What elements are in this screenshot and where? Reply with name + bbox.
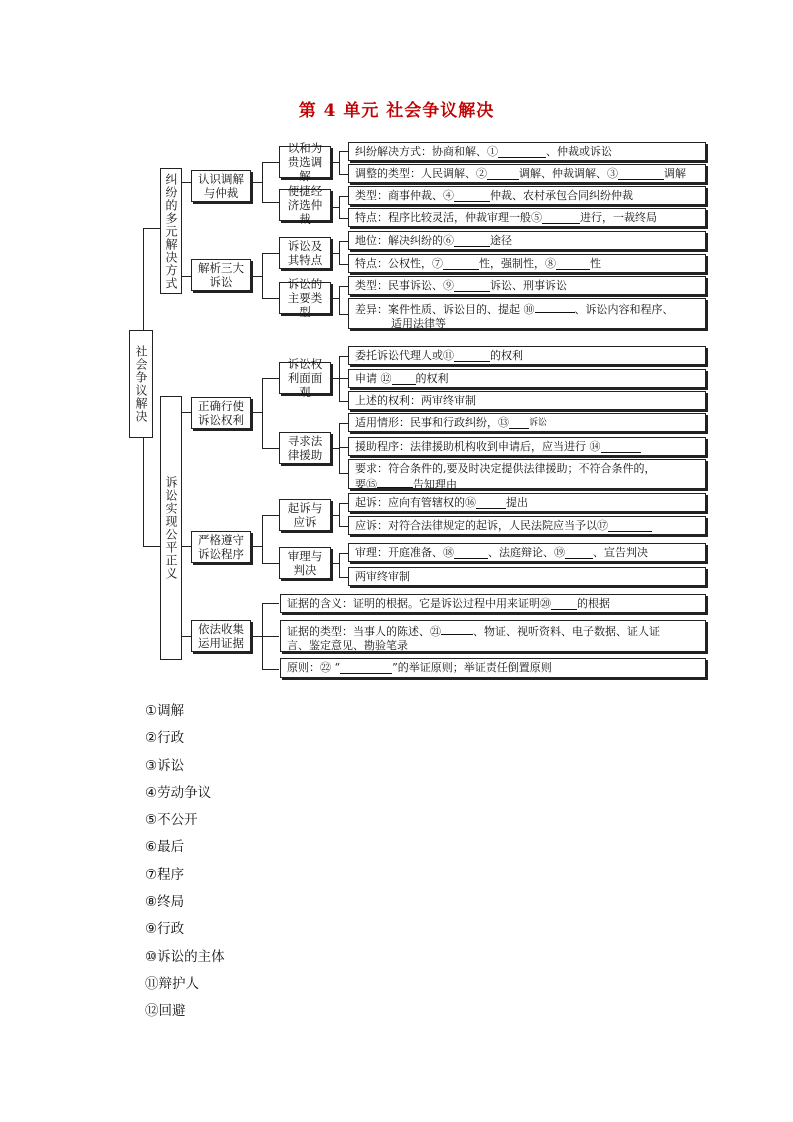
topic-litigation-procedure: 严格遵守诉讼程序 xyxy=(191,531,251,563)
topic-evidence: 依法收集运用证据 xyxy=(191,620,251,652)
leaf-litigation-types: 类型：民事诉讼、⑨ 诉讼、刑事诉讼 xyxy=(348,276,706,295)
leaf-aid-requirements: 要求：符合条件的,要及时决定提供法律援助；不符合条件的， 要⑮ 告知理由 xyxy=(348,459,706,489)
leaf-evidence-meaning: 证据的含义：证明的根据。它是诉讼过程中用来证明⑳ 的根据 xyxy=(280,594,706,613)
leaf-arbitration-types: 类型：商事仲裁、④ 仲裁、农村承包合同纠纷仲裁 xyxy=(348,186,706,205)
sub-litigation-types: 诉讼的主要类型 xyxy=(279,282,331,314)
sub-litigation-features: 诉讼及其特点 xyxy=(279,237,331,269)
leaf-response: 应诉：对符合法律规定的起诉，人民法院应当予以⑰ xyxy=(348,516,706,535)
answer-item: ⑪辩护人 xyxy=(145,975,199,992)
page-title: 第 4 单元 社会争议解决 xyxy=(298,101,495,121)
answer-item: ⑧终局 xyxy=(145,894,185,911)
leaf-two-instance: 上述的权利：两审终审制 xyxy=(348,391,706,410)
topic-three-litigations: 解析三大诉讼 xyxy=(191,259,251,291)
answer-item: ⑤不公开 xyxy=(145,812,198,829)
sub-mediation: 以和为贵选调解 xyxy=(279,146,331,178)
sub-arbitration: 便捷经济选仲裁 xyxy=(279,189,331,221)
answer-item: ⑥最后 xyxy=(145,839,185,856)
leaf-filing: 起诉：应向有管辖权的⑯ 提出 xyxy=(348,493,706,512)
answer-item: ⑦程序 xyxy=(145,866,185,883)
answer-item: ⑨行政 xyxy=(145,921,185,938)
answer-item: ②行政 xyxy=(145,730,185,747)
leaf-litigation-features: 特点：公权性，⑦ 性，强制性，⑧ 性 xyxy=(348,254,706,273)
leaf-resolution-methods: 纠纷解决方式：协商和解、① 、仲裁或诉讼 xyxy=(348,142,706,161)
root-node: 社会争议解决 xyxy=(129,330,153,438)
leaf-evidence-principle: 原则：㉒ “ ”的举证原则；举证责任倒置原则 xyxy=(280,658,706,678)
section-litigation-justice: 诉讼实现公平正义 xyxy=(160,396,182,660)
leaf-apply-right: 申请 ⑫ 的权利 xyxy=(348,369,706,388)
answer-item: ④劳动争议 xyxy=(145,784,212,801)
answer-list xyxy=(145,700,225,1028)
leaf-arbitration-features: 特点：程序比较灵活，仲裁审理一般⑤ 进行，一裁终局 xyxy=(348,208,706,227)
topic-mediation-arbitration: 认识调解与仲裁 xyxy=(191,170,251,202)
sub-legal-aid: 寻求法律援助 xyxy=(279,432,331,464)
leaf-two-instance-final: 两审终审制 xyxy=(348,567,706,586)
leaf-litigation-status: 地位：解决纠纷的⑥ 途径 xyxy=(348,231,706,250)
section-diverse-dispute-resolution: 纠纷的多元解决方式 xyxy=(160,168,182,294)
leaf-mediation-types: 调整的类型：人民调解、② 调解、仲裁调解、③ 调解 xyxy=(348,164,706,183)
sub-trial-judgment: 审理与判决 xyxy=(279,547,331,579)
leaf-trial: 审理：开庭准备、⑱ 、法庭辩论、⑲ 、宣告判决 xyxy=(348,543,706,562)
answer-item: ①调解 xyxy=(145,703,185,719)
answer-item: ⑩诉讼的主体 xyxy=(145,948,225,965)
leaf-litigation-differences: 差异：案件性质、诉讼目的、提起 ⑩ 、诉讼内容和程序、 适用法律等 xyxy=(348,298,706,329)
sub-litigation-rights: 诉讼权利面面观 xyxy=(279,362,331,394)
sub-filing-response: 起诉与应诉 xyxy=(279,499,331,531)
leaf-aid-procedure: 援助程序：法律援助机构收到申请后，应当进行 ⑭ xyxy=(348,437,706,456)
answer-item: ⑫回避 xyxy=(145,1003,186,1020)
leaf-entrust-agent: 委托诉讼代理人或⑪ 的权利 xyxy=(348,346,706,365)
topic-litigation-rights: 正确行使诉讼权利 xyxy=(191,397,251,429)
leaf-aid-scope: 适用情形：民事和行政纠纷，⑬ 诉讼 xyxy=(348,413,706,432)
answer-item: ③诉讼 xyxy=(145,757,185,774)
leaf-evidence-types: 证据的类型：当事人的陈述、㉑ 、物证、视听资料、电子数据、证人证 言、鉴定意见、勘验笔录 xyxy=(280,620,706,652)
